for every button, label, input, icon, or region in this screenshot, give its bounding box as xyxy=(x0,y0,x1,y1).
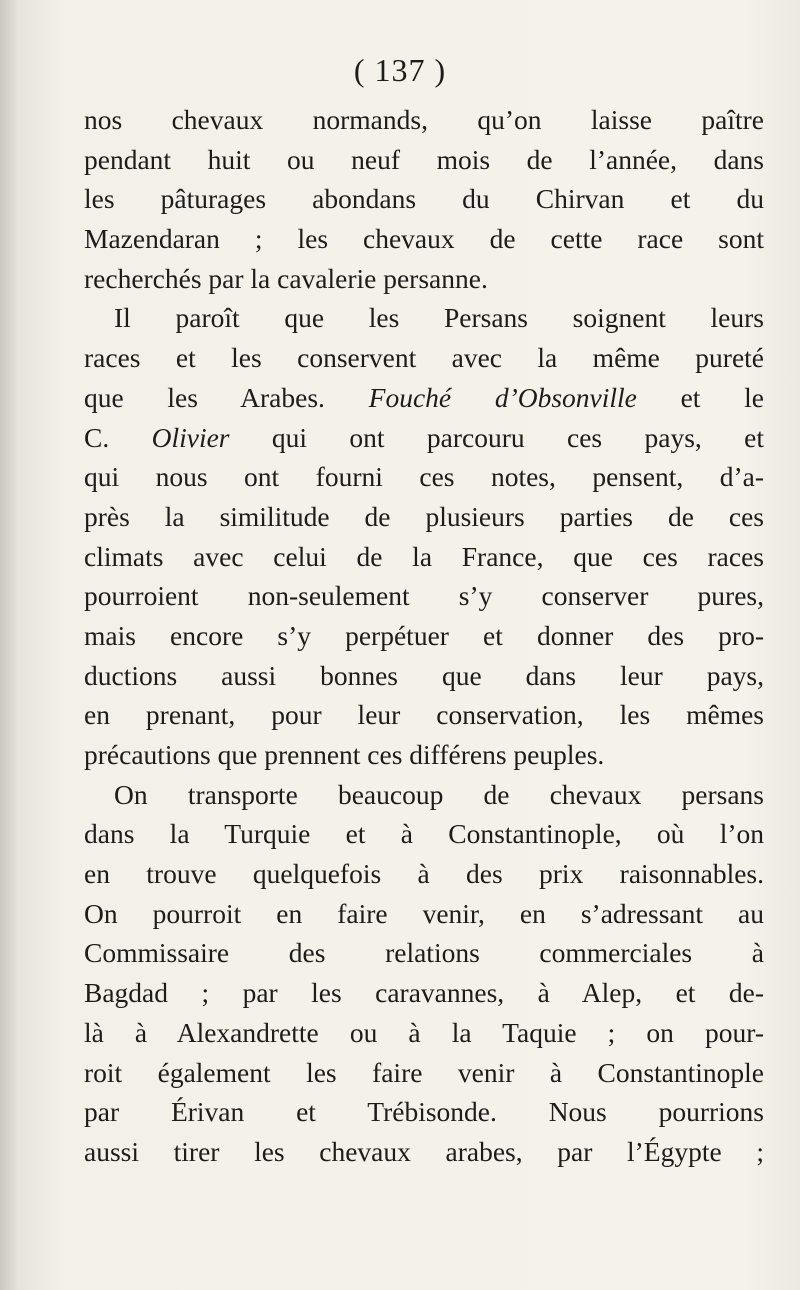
text-line: Mazendaran ; les chevaux de cette race sont xyxy=(84,223,764,255)
text-line xyxy=(84,378,764,418)
text-line: Il paroît que les Persans soignent leurs xyxy=(114,302,764,334)
text-line: en prenant, pour leur conservation, les mêmes xyxy=(84,699,764,731)
text-line: climats avec celui de la France, que ces races xyxy=(84,540,764,572)
author-name: Fouché d’Obsonville xyxy=(368,381,637,413)
text-line: races et les conservent avec la même pureté xyxy=(84,342,764,374)
text-line: ductions aussi bonnes que dans leur pays, xyxy=(84,659,764,691)
text-line xyxy=(84,418,764,458)
text-line: précautions que prennent ces différens peuples. xyxy=(84,739,605,770)
text-line: en trouve quelquefois à des prix raisonnables. xyxy=(84,858,764,890)
text-line: roit également les faire venir à Constantinople xyxy=(84,1056,764,1088)
author-name: Olivier xyxy=(151,421,230,453)
text-line: qui nous ont fourni ces notes, pensent, d’a- xyxy=(84,461,764,493)
text-line: aussi tirer les chevaux arabes, par l’Égypte ; xyxy=(84,1135,764,1167)
text-line: les pâturages abondans du Chirvan et du xyxy=(84,183,764,215)
page-number: ( 137 ) xyxy=(353,52,447,88)
text-line: près la similitude de plusieurs parties de ces xyxy=(84,500,764,532)
text-line: recherchés par la cavalerie persanne. xyxy=(84,262,488,294)
text-segment: et le xyxy=(680,381,764,413)
text-line: Bagdad ; par les caravannes, à Alep, et de- xyxy=(84,977,764,1009)
text-line: mais encore s’y perpétuer et donner des pro- xyxy=(84,619,764,651)
text-line: On transporte beaucoup de chevaux persans xyxy=(114,778,764,810)
text-line: là à Alexandrette ou à la Taquie ; on pour- xyxy=(84,1016,764,1048)
text-line: On pourroit en faire venir, en s’adressant au xyxy=(84,897,764,929)
text-line: pourroient non-seulement s’y conserver pures, xyxy=(84,580,764,612)
text-segment: C. xyxy=(84,421,110,453)
text-line: dans la Turquie et à Constantinople, où l’on xyxy=(84,818,764,850)
text-line: par Érivan et Trébisonde. Nous pourrions xyxy=(84,1096,764,1128)
text-line: pendant huit ou neuf mois de l’année, dans xyxy=(84,143,764,175)
text-segment: qui ont parcouru ces pays, et xyxy=(271,421,764,453)
text-segment: que les Arabes. xyxy=(84,381,325,413)
text-line: nos chevaux normands, qu’on laisse paître xyxy=(84,104,764,135)
body-text xyxy=(84,100,764,1172)
text-line: Commissaire des relations commerciales à xyxy=(84,937,764,969)
